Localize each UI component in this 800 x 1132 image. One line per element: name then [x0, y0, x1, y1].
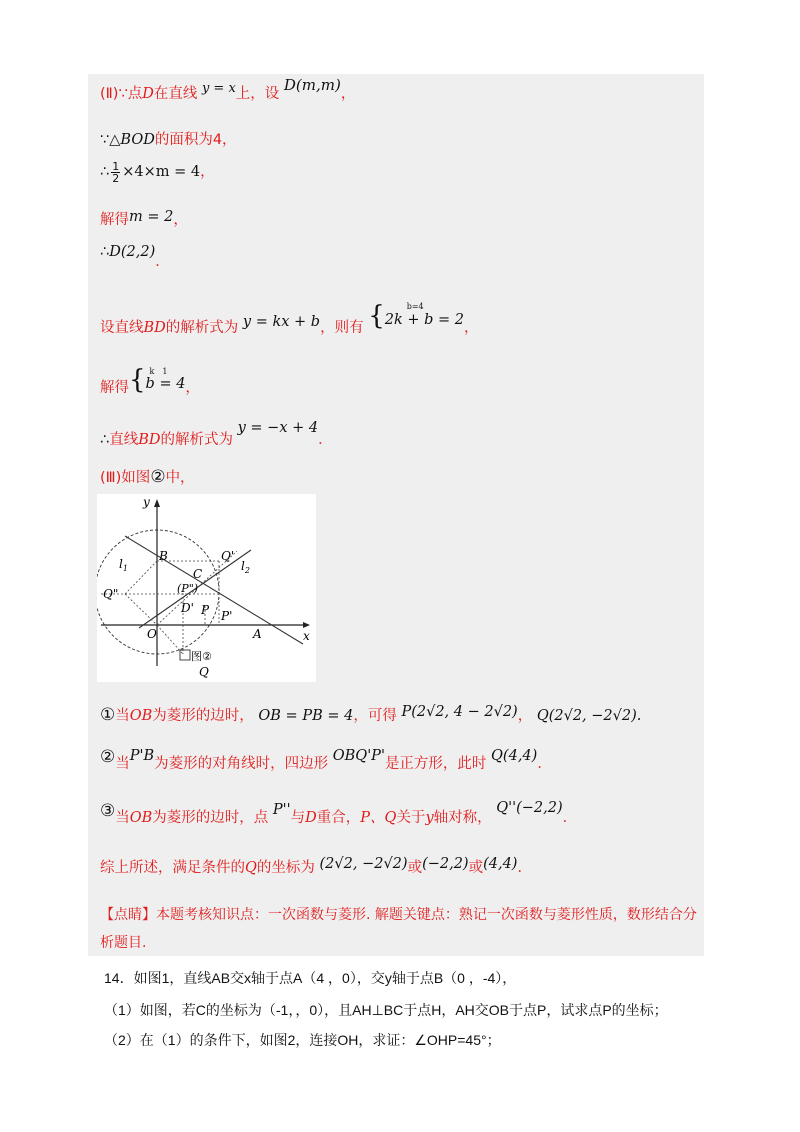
label-A: A	[253, 627, 262, 641]
label-l2: $l_2$	[241, 559, 250, 575]
question-14-part-1: （1）如图，若C的坐标为（-1，，0），且AH⊥BC于点H，AH交OB于点P，试求点P的坐标；	[104, 1002, 668, 1018]
comment-line-2: 析题目.	[100, 935, 147, 951]
label-D: D'	[181, 601, 194, 615]
dashed-segment	[125, 594, 157, 625]
case-1-line: ①当OB为菱形的边时， OB = PB = 4，可得 P(2√2, 4 − 2√2)， Q(2√2, −2√2).	[100, 704, 642, 725]
label-Q: Q	[199, 665, 209, 679]
y-axis-arrow	[154, 499, 160, 507]
solution-line-5: ∴D(2,2)．	[100, 244, 170, 270]
geometry-figure	[97, 494, 316, 682]
summary-line: 综上所述，满足条件的Q的坐标为 (2√2, −2√2)或(−2,2)或(4,4)．	[100, 856, 532, 876]
solution-line-2: ∵△BOD的面积为4，	[100, 132, 237, 148]
label-P-double-prime: (P")	[177, 582, 199, 595]
label-B: B	[159, 549, 168, 563]
dashed-segment	[125, 561, 157, 594]
case-2-line: ②当P'B为菱形的对角线时，四边形 OBQ'P'是正方形，此时 Q(4,4)．	[100, 747, 552, 772]
case-3-line: ③当OB为菱形的边时，点 P''与D重合，P、Q关于y轴对称， Q''(−2,2)．	[100, 800, 578, 826]
comment-line-1: 【点睛】本题考核知识点：一次函数与菱形. 解题关键点：熟记一次函数与菱形性质，数形结合分	[100, 907, 697, 923]
label-O: O	[147, 627, 157, 641]
label-x: x	[303, 629, 310, 643]
equation-system-brace: {	[129, 365, 146, 395]
fraction-half: $\frac{1}{2}$	[112, 159, 120, 185]
solution-line-4: 解得m = 2，	[100, 209, 188, 228]
x-axis-arrow	[303, 622, 310, 628]
solution-line-6: 设直线BD的解析式为 y = kx + b，则有 { b=4 2k + b = 2，	[100, 301, 479, 336]
label-Q-double-prime: Q"	[103, 587, 119, 601]
solution-line-8: ∴直线BD的解析式为 y = −x + 4．	[100, 420, 333, 448]
label-P: P	[201, 603, 210, 617]
question-14-stem: 14．如图1，直线AB交x轴于点A（4 ，0），交y轴于点B（0 ，-4），	[104, 970, 517, 986]
question-14-part-2: （2）在（1）的条件下，如图2，连接OH，求证：∠OHP=45°；	[104, 1032, 501, 1048]
figure-label: 图②	[191, 650, 212, 663]
dashed-segment	[157, 625, 183, 654]
solution-line-9: (Ⅲ)如图②中，	[100, 467, 195, 487]
marker-square	[180, 650, 190, 660]
label-Q-prime: Q'	[221, 549, 235, 563]
solution-line-7: 解得{ k 1 b = 4，	[100, 365, 200, 396]
label-C: C	[193, 567, 203, 581]
label-y: y	[143, 495, 150, 509]
label-P-prime: P'	[221, 609, 233, 623]
solution-line-3: ∴ $\frac{1}{2}$ ×4×m = 4，	[100, 159, 215, 185]
equation-system-brace: {	[368, 301, 385, 331]
solution-line-1: (Ⅱ)∵点D在直线 y = x上，设 D(m,m)，	[100, 76, 356, 102]
coordinate-diagram	[97, 494, 316, 682]
label-l1: $l_1$	[119, 557, 128, 573]
